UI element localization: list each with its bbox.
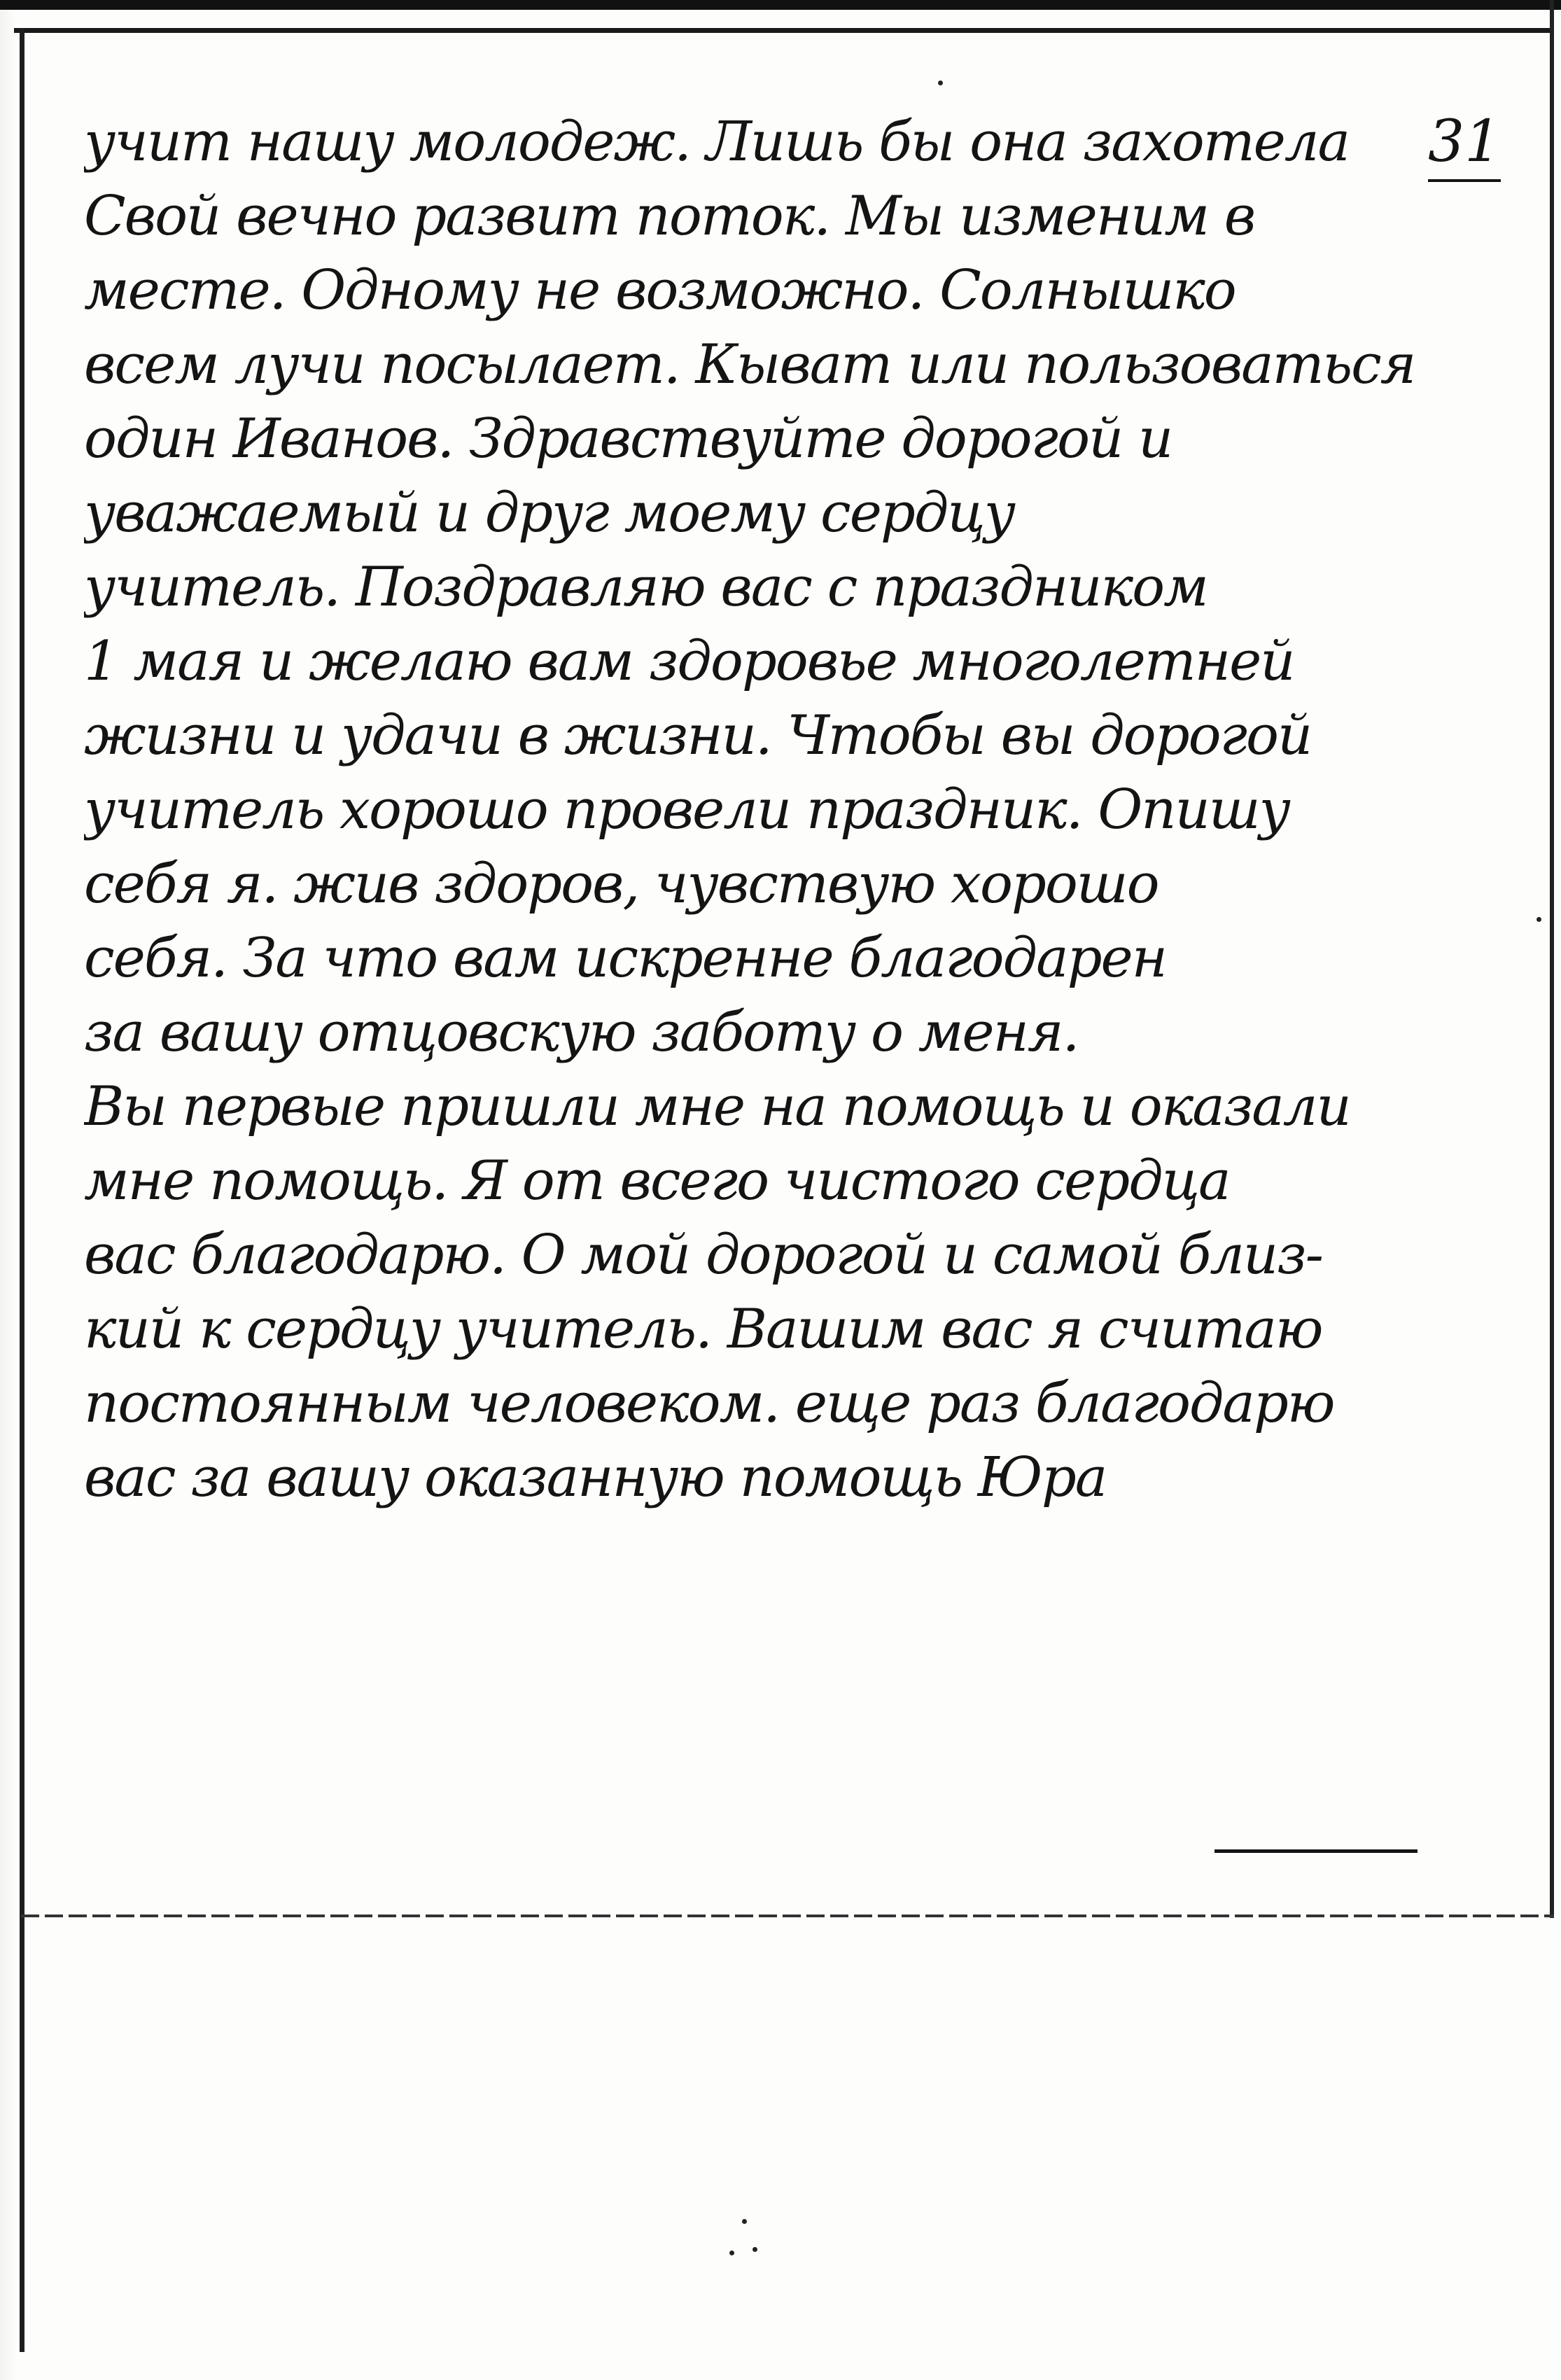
text-line: вас благодарю. О мой дорогой и самой близ- bbox=[84, 1224, 1323, 1287]
page-fold-line bbox=[21, 1914, 1554, 1917]
text-line: вас за вашу оказанную помощь Юра bbox=[84, 1446, 1107, 1509]
text-line: жизни и удачи в жизни. Чтобы вы дорогой bbox=[84, 704, 1312, 767]
signature-underline bbox=[1214, 1849, 1418, 1853]
text-line: Вы первые пришли мне на помощь и оказали bbox=[84, 1075, 1350, 1138]
text-line: учитель. Поздравляю вас с праздником bbox=[84, 556, 1208, 619]
page-left-shadow bbox=[0, 0, 20, 2380]
text-line: уважаемый и друг моему сердцу bbox=[84, 482, 1014, 545]
text-line: мне помощь. Я от всего чистого сердца bbox=[84, 1149, 1230, 1212]
text-line: месте. Одному не возможно. Солнышко bbox=[84, 259, 1236, 322]
text-line: один Иванов. Здравствуйте дорогой и bbox=[84, 407, 1172, 470]
text-line: 1 мая и желаю вам здоровье многолетней bbox=[84, 630, 1294, 693]
ink-speck bbox=[729, 2250, 734, 2255]
page-left-edge bbox=[20, 28, 24, 2352]
text-line: учит нашу молодеж. Лишь бы она захотела bbox=[84, 111, 1349, 174]
text-line: постоянным человеком. еще раз благодарю bbox=[84, 1372, 1334, 1435]
text-line: Свой вечно развит поток. Мы изменим в bbox=[84, 185, 1255, 248]
ink-speck bbox=[938, 80, 943, 85]
ink-speck bbox=[1536, 917, 1541, 922]
scan-top-border bbox=[0, 0, 1561, 10]
page-number: 31 bbox=[1428, 105, 1501, 182]
handwritten-text bbox=[84, 105, 1442, 1515]
page-right-edge bbox=[1550, 0, 1554, 1918]
ink-speck bbox=[742, 2219, 747, 2224]
text-line: за вашу отцовскую заботу о меня. bbox=[84, 1001, 1079, 1064]
text-line: кий к сердцу учитель. Вашим вас я считаю bbox=[84, 1298, 1322, 1361]
ink-speck bbox=[752, 2247, 757, 2252]
text-line: всем лучи посылает. Кыват или пользоваться bbox=[84, 333, 1415, 396]
text-line: себя я. жив здоров, чувствую хорошо bbox=[84, 853, 1158, 916]
text-line: учитель хорошо провели праздник. Опишу bbox=[84, 778, 1289, 841]
page-top-edge bbox=[14, 28, 1554, 33]
text-line: себя. За что вам искренне благодарен bbox=[84, 927, 1167, 990]
